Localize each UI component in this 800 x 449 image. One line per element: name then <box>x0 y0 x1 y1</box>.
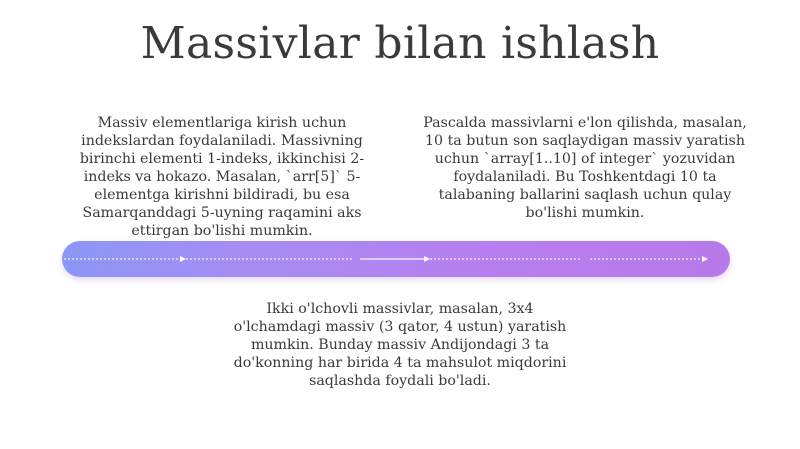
timeline-arrows <box>62 241 730 277</box>
arrow-head-1-icon <box>180 256 186 262</box>
arrow-head-3-icon <box>702 256 708 262</box>
text-block-left: Massiv elementlariga kirish uchun indekslardan foydalaniladi. Massivning birinchi elementi 1-indeks, ikkinchisi 2-indeks va hokazo. Masalan, `arr[5]` 5-elementga kirishni bildiradi, bu esa Samarqanddagi 5-uyning raqamini aks ettirgan bo'lishi mumkin. <box>79 115 365 239</box>
timeline-bar <box>62 241 730 277</box>
text-block-right: Pascalda massivlarni e'lon qilishda, masalan, 10 ta butun son saqlaydigan massiv yaratish uchun `array[1..10] of integer` yozuvidan foydalaniladi. Bu Toshkentdagi 10 ta talabaning ballarini saqlash uchun qulay bo'lishi mumkin. <box>423 115 747 221</box>
arrow-head-2-icon <box>424 256 430 262</box>
text-block-bottom: Ikki o'lchovli massivlar, masalan, 3x4 o'lchamdagi massiv (3 qator, 4 ustun) yaratish mumkin. Bunday massiv Andijondagi 3 ta do'konning har birida 4 ta mahsulot miqdorini saqlashda foydali bo'ladi. <box>233 301 567 389</box>
slide-title: Massivlar bilan ishlash <box>140 18 660 69</box>
